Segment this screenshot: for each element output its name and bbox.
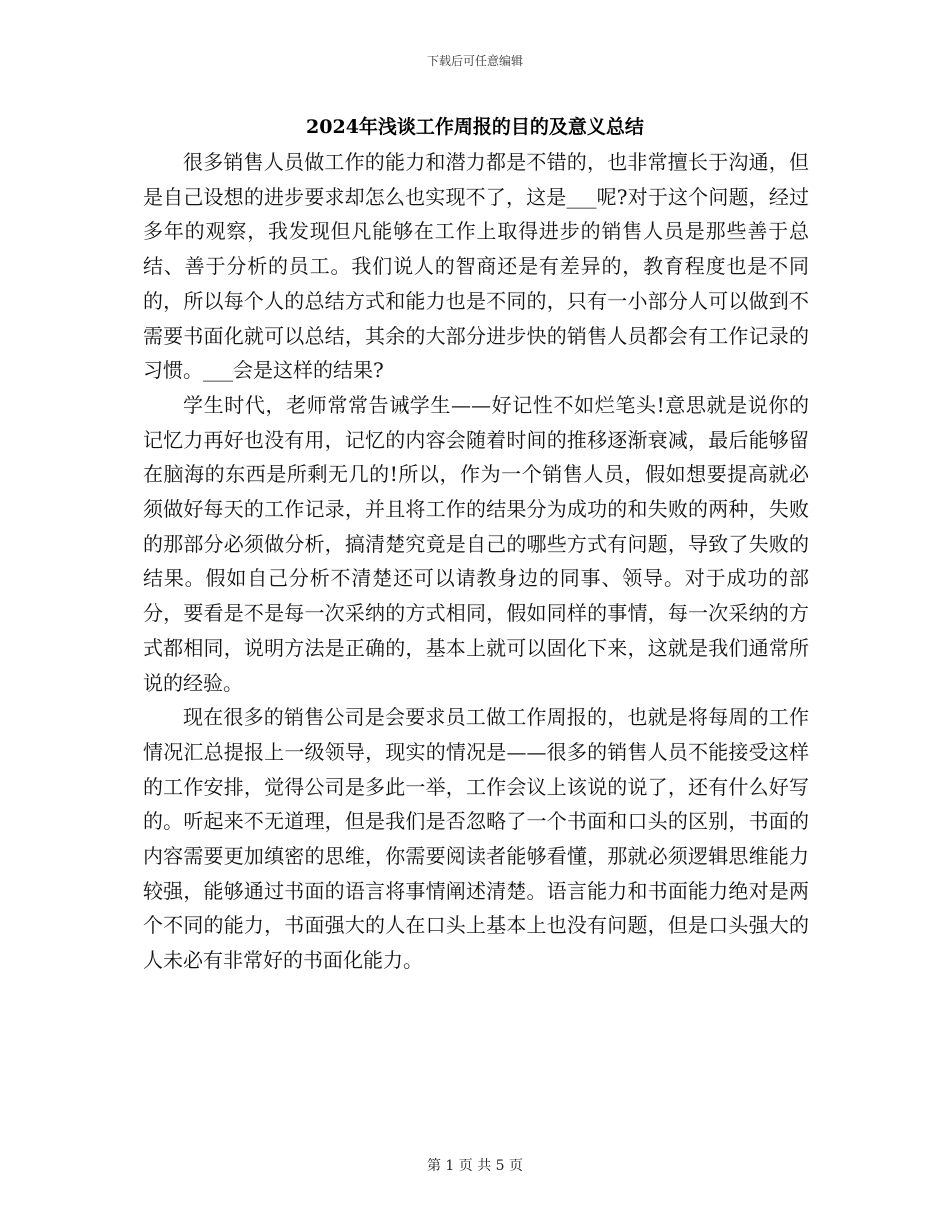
document-title: 2024年浅谈工作周报的目的及意义总结: [306, 116, 644, 138]
document-body: [143, 145, 809, 978]
paragraph-1: 很多销售人员做工作的能力和潜力都是不错的，也非常擅长于沟通，但是自己设想的进步要求却怎么也实现不了，这是___呢?对于这个问题，经过多年的观察，我发现但凡能够在工作上取得进步的销售人员是那些善于总结、善于分析的员工。我们说人的智商还是有差异的，教育程度也是不同的，所以每个人的总结方式和能力也是不同的，只有一小部分人可以做到不需要书面化就可以总结，其余的大部分进步快的销售人员都会有工作记录的习惯。___会是这样的结果?: [143, 150, 809, 383]
paragraph-3: 现在很多的销售公司是会要求员工做工作周报的，也就是将每周的工作情况汇总提报上一级领导，现实的情况是——很多的销售人员不能接受这样的工作安排，觉得公司是多此一举，工作会议上该说的说了，还有什么好写的。听起来不无道理，但是我们是否忽略了一个书面和口头的区别，书面的内容需要更加缜密的思维，你需要阅读者能够看懂，那就必须逻辑思维能力较强，能够通过书面的语言将事情阐述清楚。语言能力和书面能力绝对是两个不同的能力，书面强大的人在口头上基本上也没有问题，但是口头强大的人未必有非常好的书面化能力。: [143, 705, 809, 973]
page-header-note: 下载后可任意编辑: [426, 54, 523, 68]
page-number: 第 1 页 共 5 页: [426, 1158, 524, 1174]
paragraph-2: 学生时代，老师常常告诫学生——好记性不如烂笔头!意思就是说你的记忆力再好也没有用，记忆的内容会随着时间的推移逐渐衰减，最后能够留在脑海的东西是所剩无几的!所以，作为一个销售人员，假如想要提高就必须做好每天的工作记录，并且将工作的结果分为成功的和失败的两种，失败的那部分必须做分析，搞清楚究竟是自己的哪些方式有问题，导致了失败的结果。假如自己分析不清楚还可以请教身边的同事、领导。对于成功的部分，要看是不是每一次采纳的方式相同，假如同样的事情，每一次采纳的方式都相同，说明方法是正确的，基本上就可以固化下来，这就是我们通常所说的经验。: [143, 392, 809, 695]
